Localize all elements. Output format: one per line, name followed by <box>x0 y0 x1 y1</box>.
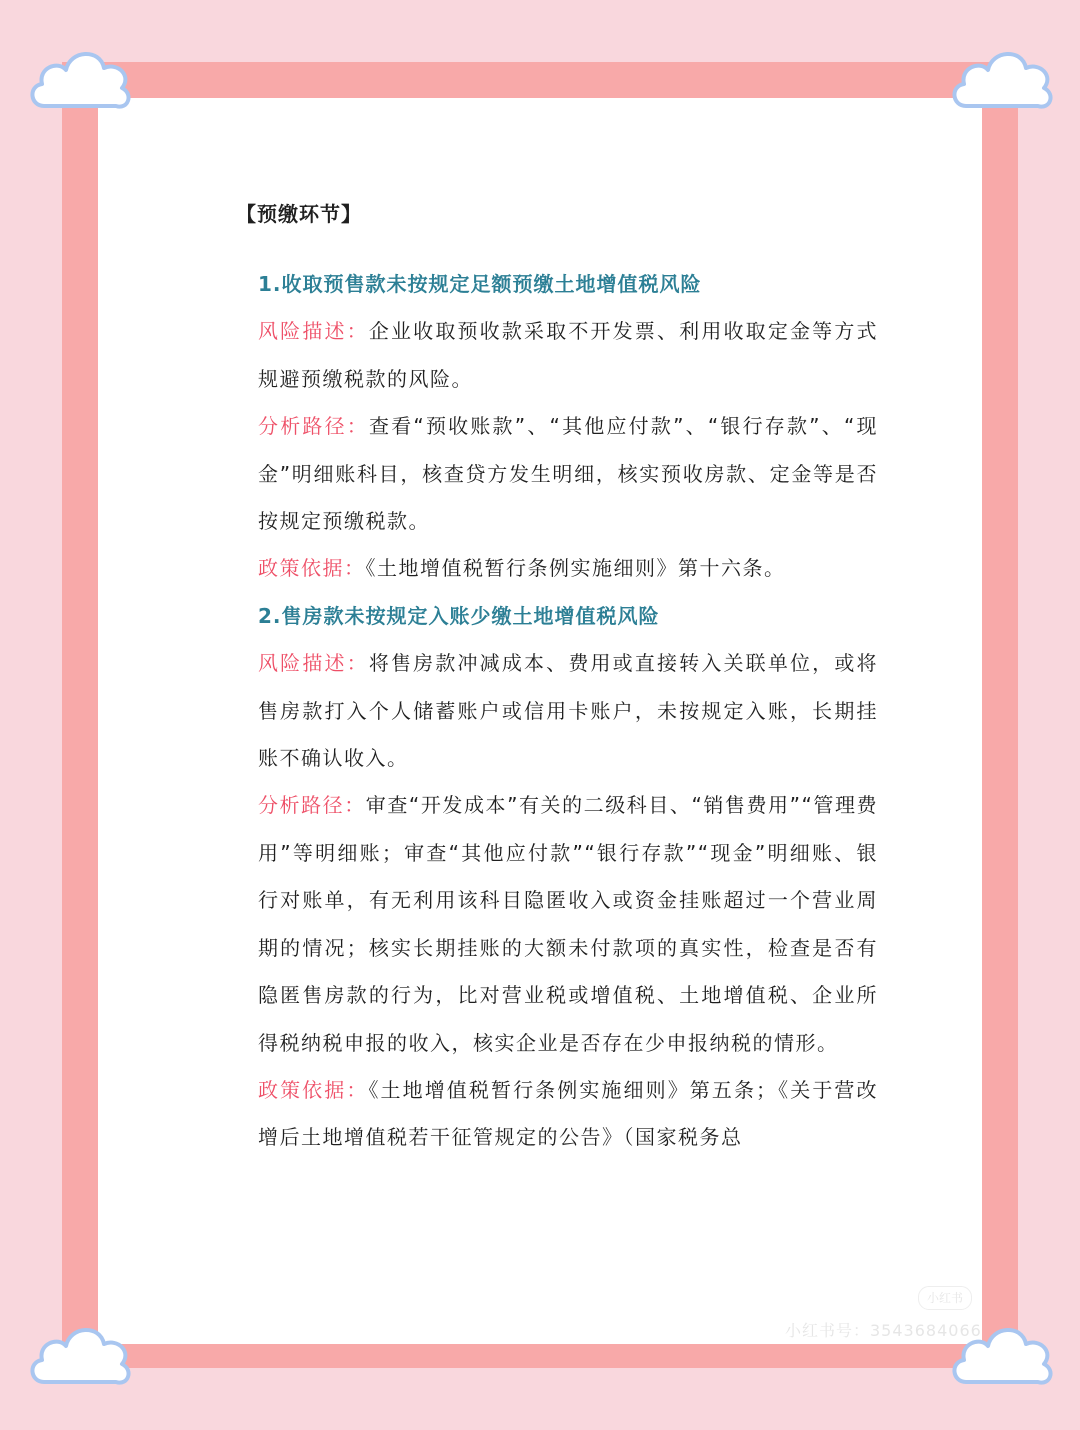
paragraph <box>258 1067 878 1162</box>
paragraph-text: 将售房款冲减成本、费用或直接转入关联单位，或将售房款打入个人储蓄账户或信用卡账户，未按规定入账，长期挂账不确认收入。 <box>258 651 879 771</box>
paragraph <box>258 782 878 1066</box>
paragraph-label: 分析路径： <box>258 793 366 818</box>
document-content <box>238 198 878 1162</box>
paragraph <box>258 308 878 403</box>
paragraph-label: 风险描述： <box>258 651 369 676</box>
paragraph-label: 分析路径： <box>258 414 369 439</box>
paragraph-text: 查看“预收账款”、“其他应付款”、“银行存款”、“现金”明细账科目，核查贷方发生明细，核实预收房款、定金等是否按规定预缴税款。 <box>258 414 879 534</box>
paragraph-label: 政策依据： <box>258 556 366 581</box>
cloud-icon <box>26 40 136 120</box>
risk-item-2 <box>238 593 878 1162</box>
risk-item-1 <box>238 261 878 593</box>
paragraph-text: 审查“开发成本”有关的二级科目、“销售费用”“管理费用”等明细账；审查“其他应付款”“银行存款”“现金”明细账、银行对账单，有无利用该科目隐匿收入或资金挂账超过一个营业周期的情况；核实长期挂账的大额未付款项的真实性，检查是否有隐匿售房款的行为，比对营业税或增值税、土地增值税、企业所得税纳税申报的收入，核实企业是否存在少申报纳税的情形。 <box>258 793 878 1055</box>
paragraph-label: 风险描述： <box>258 319 369 344</box>
item-title: 2.售房款未按规定入账少缴土地增值税风险 <box>258 603 660 628</box>
section-title: 【预缴环节】 <box>236 202 362 226</box>
watermark-account: 小红书号：3543684066 <box>785 1321 982 1340</box>
cloud-icon <box>948 40 1058 120</box>
paragraph <box>258 545 878 592</box>
item-title: 1.收取预售款未按规定足额预缴土地增值税风险 <box>258 272 702 296</box>
paragraph-text: 《土地增值税暂行条例实施细则》第五条；《关于营改增后土地增值税若干征管规定的公告》（国家税务总 <box>258 1077 879 1150</box>
paragraph <box>258 640 878 782</box>
paragraph-text: 《土地增值税暂行条例实施细则》第十六条。 <box>365 556 786 581</box>
paragraph-text: 企业收取预收款采取不开发票、利用收取定金等方式规避预缴税款的风险。 <box>258 319 879 391</box>
watermark-badge: 小红书 <box>918 1286 972 1310</box>
paragraph-label: 政策依据： <box>258 1077 369 1102</box>
cloud-icon <box>26 1316 136 1396</box>
paragraph <box>258 403 878 545</box>
